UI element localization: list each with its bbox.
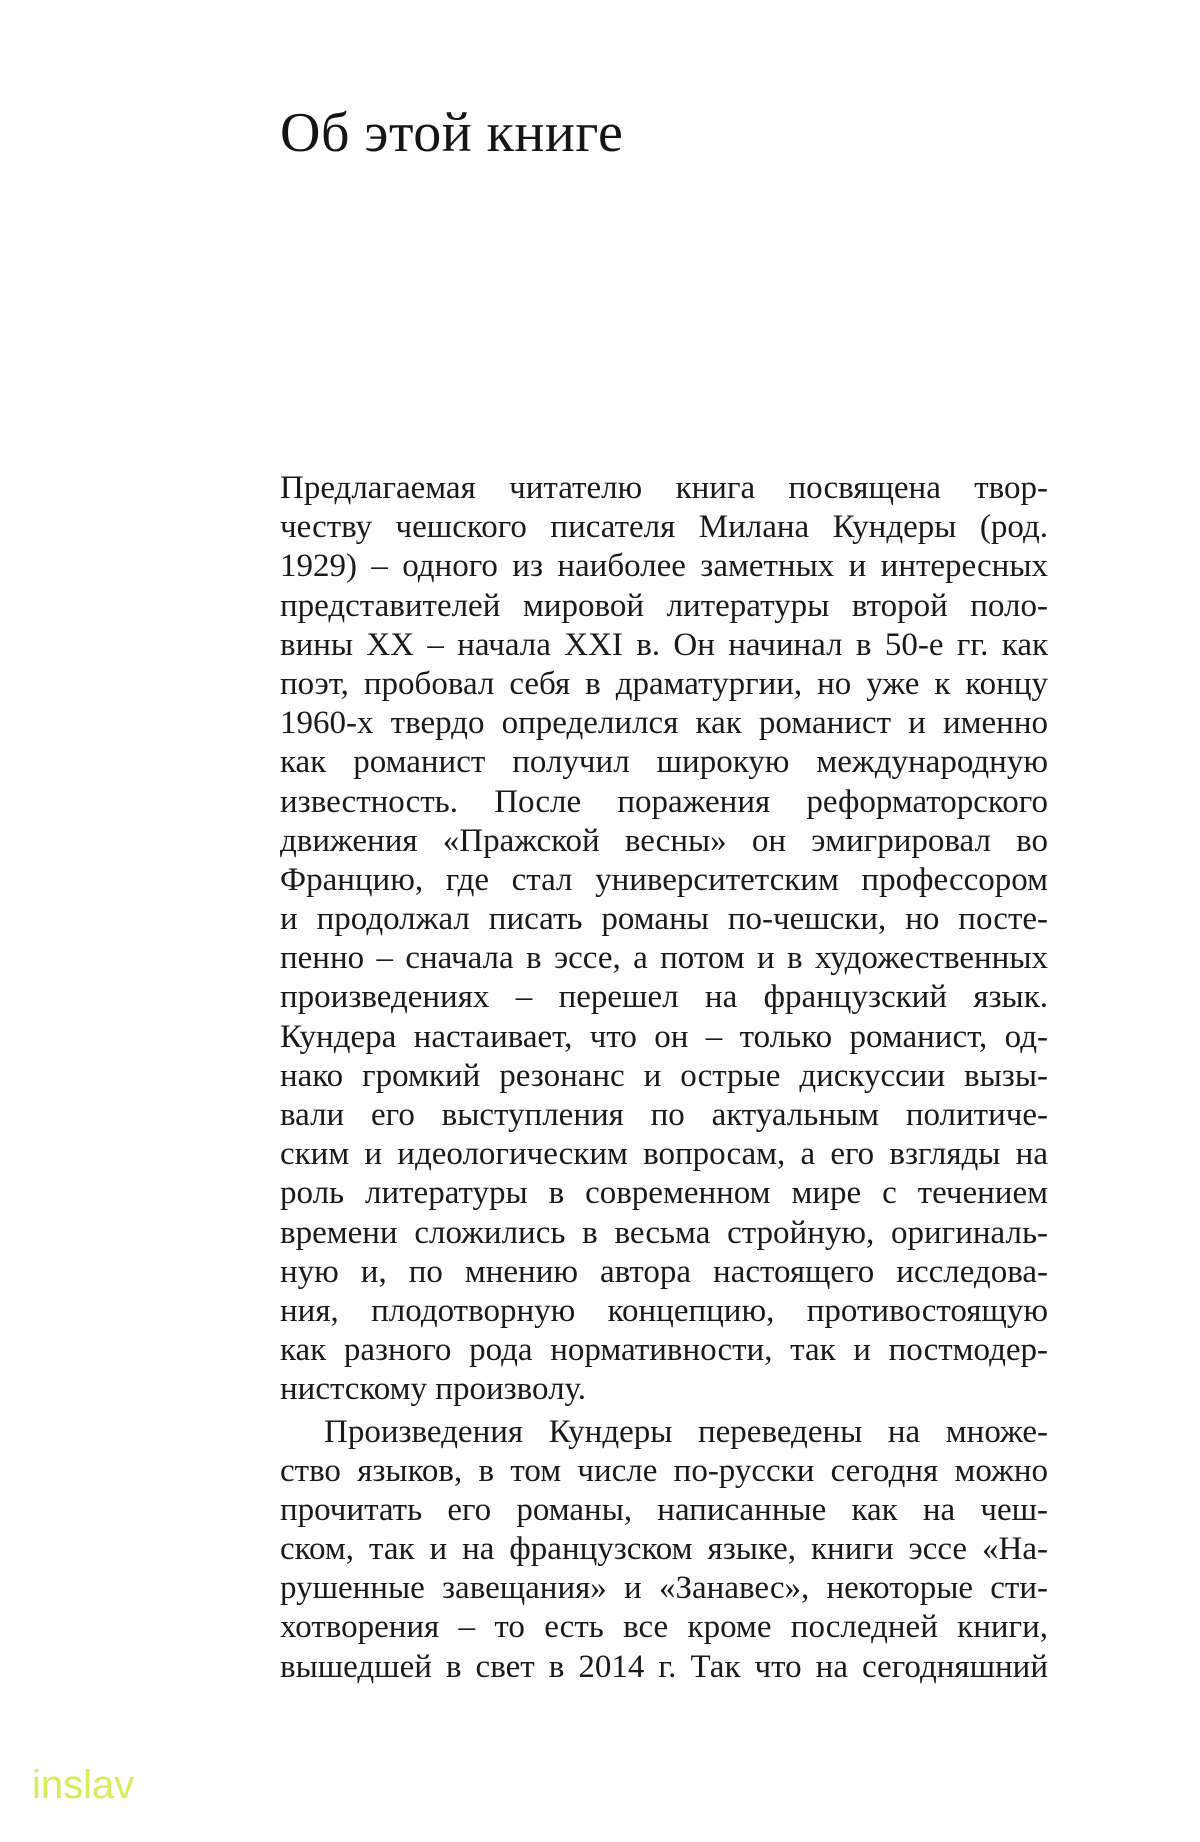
text-line: нистскому произволу. [280,1371,586,1408]
text-line: поэт, пробовал себя в драматургии, но уже к концу [280,665,1048,702]
text-line: произведениях – перешел на французский язык. [280,979,1048,1016]
text-line: движения «Пражской весны» он эмигрировал во [280,822,1048,859]
text-line: роль литературы в современном мире с течением [280,1175,1048,1212]
text-line: времени сложились в весьма стройную, оригиналь- [280,1214,1048,1251]
text-line: нако громкий резонанс и острые дискуссии вызы- [280,1057,1048,1094]
text-line: Предлагаемая читателю книга посвящена твор- [280,470,1048,506]
body-text [280,469,1048,1687]
text-line: ским и идеологическим вопросам, а его взгляды на [280,1136,1048,1173]
page-title: Об этой книге [280,102,624,164]
text-line: известность. После поражения реформаторского [280,783,1048,820]
watermark-logo: inslav [32,1763,135,1807]
text-line: хотворения – то есть все кроме последней книги, [280,1609,1048,1646]
text-line: вышедшей в свет в 2014 г. Так что на сегодняшний [280,1648,1048,1685]
text-line: Кундера настаивает, что он – только романист, од- [280,1018,1048,1055]
text-line: ство языков, в том числе по-русски сегодня можно [280,1452,1048,1489]
paragraph-2 [280,1413,1048,1687]
text-line: вины XX – начала XXI в. Он начинал в 50-е гг. как [280,626,1048,663]
text-line: ную и, по мнению автора настоящего исследова- [280,1253,1048,1290]
text-line: прочитать его романы, написанные как на чеш- [280,1491,1048,1528]
text-line: 1960-х твердо определился как романист и именно [280,705,1048,742]
text-line: как романист получил широкую международную [280,744,1048,781]
text-line: ском, так и на французском языке, книги эссе «На- [280,1531,1048,1568]
text-line: ния, плодотворную концепцию, противостоящую [280,1292,1048,1329]
text-line: представителей мировой литературы второй поло- [280,587,1048,624]
text-line: Произведения Кундеры переведены на множе- [324,1413,1048,1450]
paragraph-1 [280,469,1048,1410]
text-line: Францию, где стал университетским профессором [280,861,1048,898]
text-line: как разного рода нормативности, так и постмодер- [280,1332,1048,1369]
text-line: 1929) – одного из наиболее заметных и интересных [280,548,1048,585]
text-line: и продолжал писать романы по-чешски, но посте- [280,901,1048,938]
text-line: вали его выступления по актуальным политиче- [280,1097,1048,1133]
text-line: честву чешского писателя Милана Кундеры (род. [280,509,1048,546]
text-line: рушенные завещания» и «Занавес», некоторые сти- [280,1570,1048,1607]
text-line: пенно – сначала в эссе, а потом и в художественных [280,940,1048,977]
